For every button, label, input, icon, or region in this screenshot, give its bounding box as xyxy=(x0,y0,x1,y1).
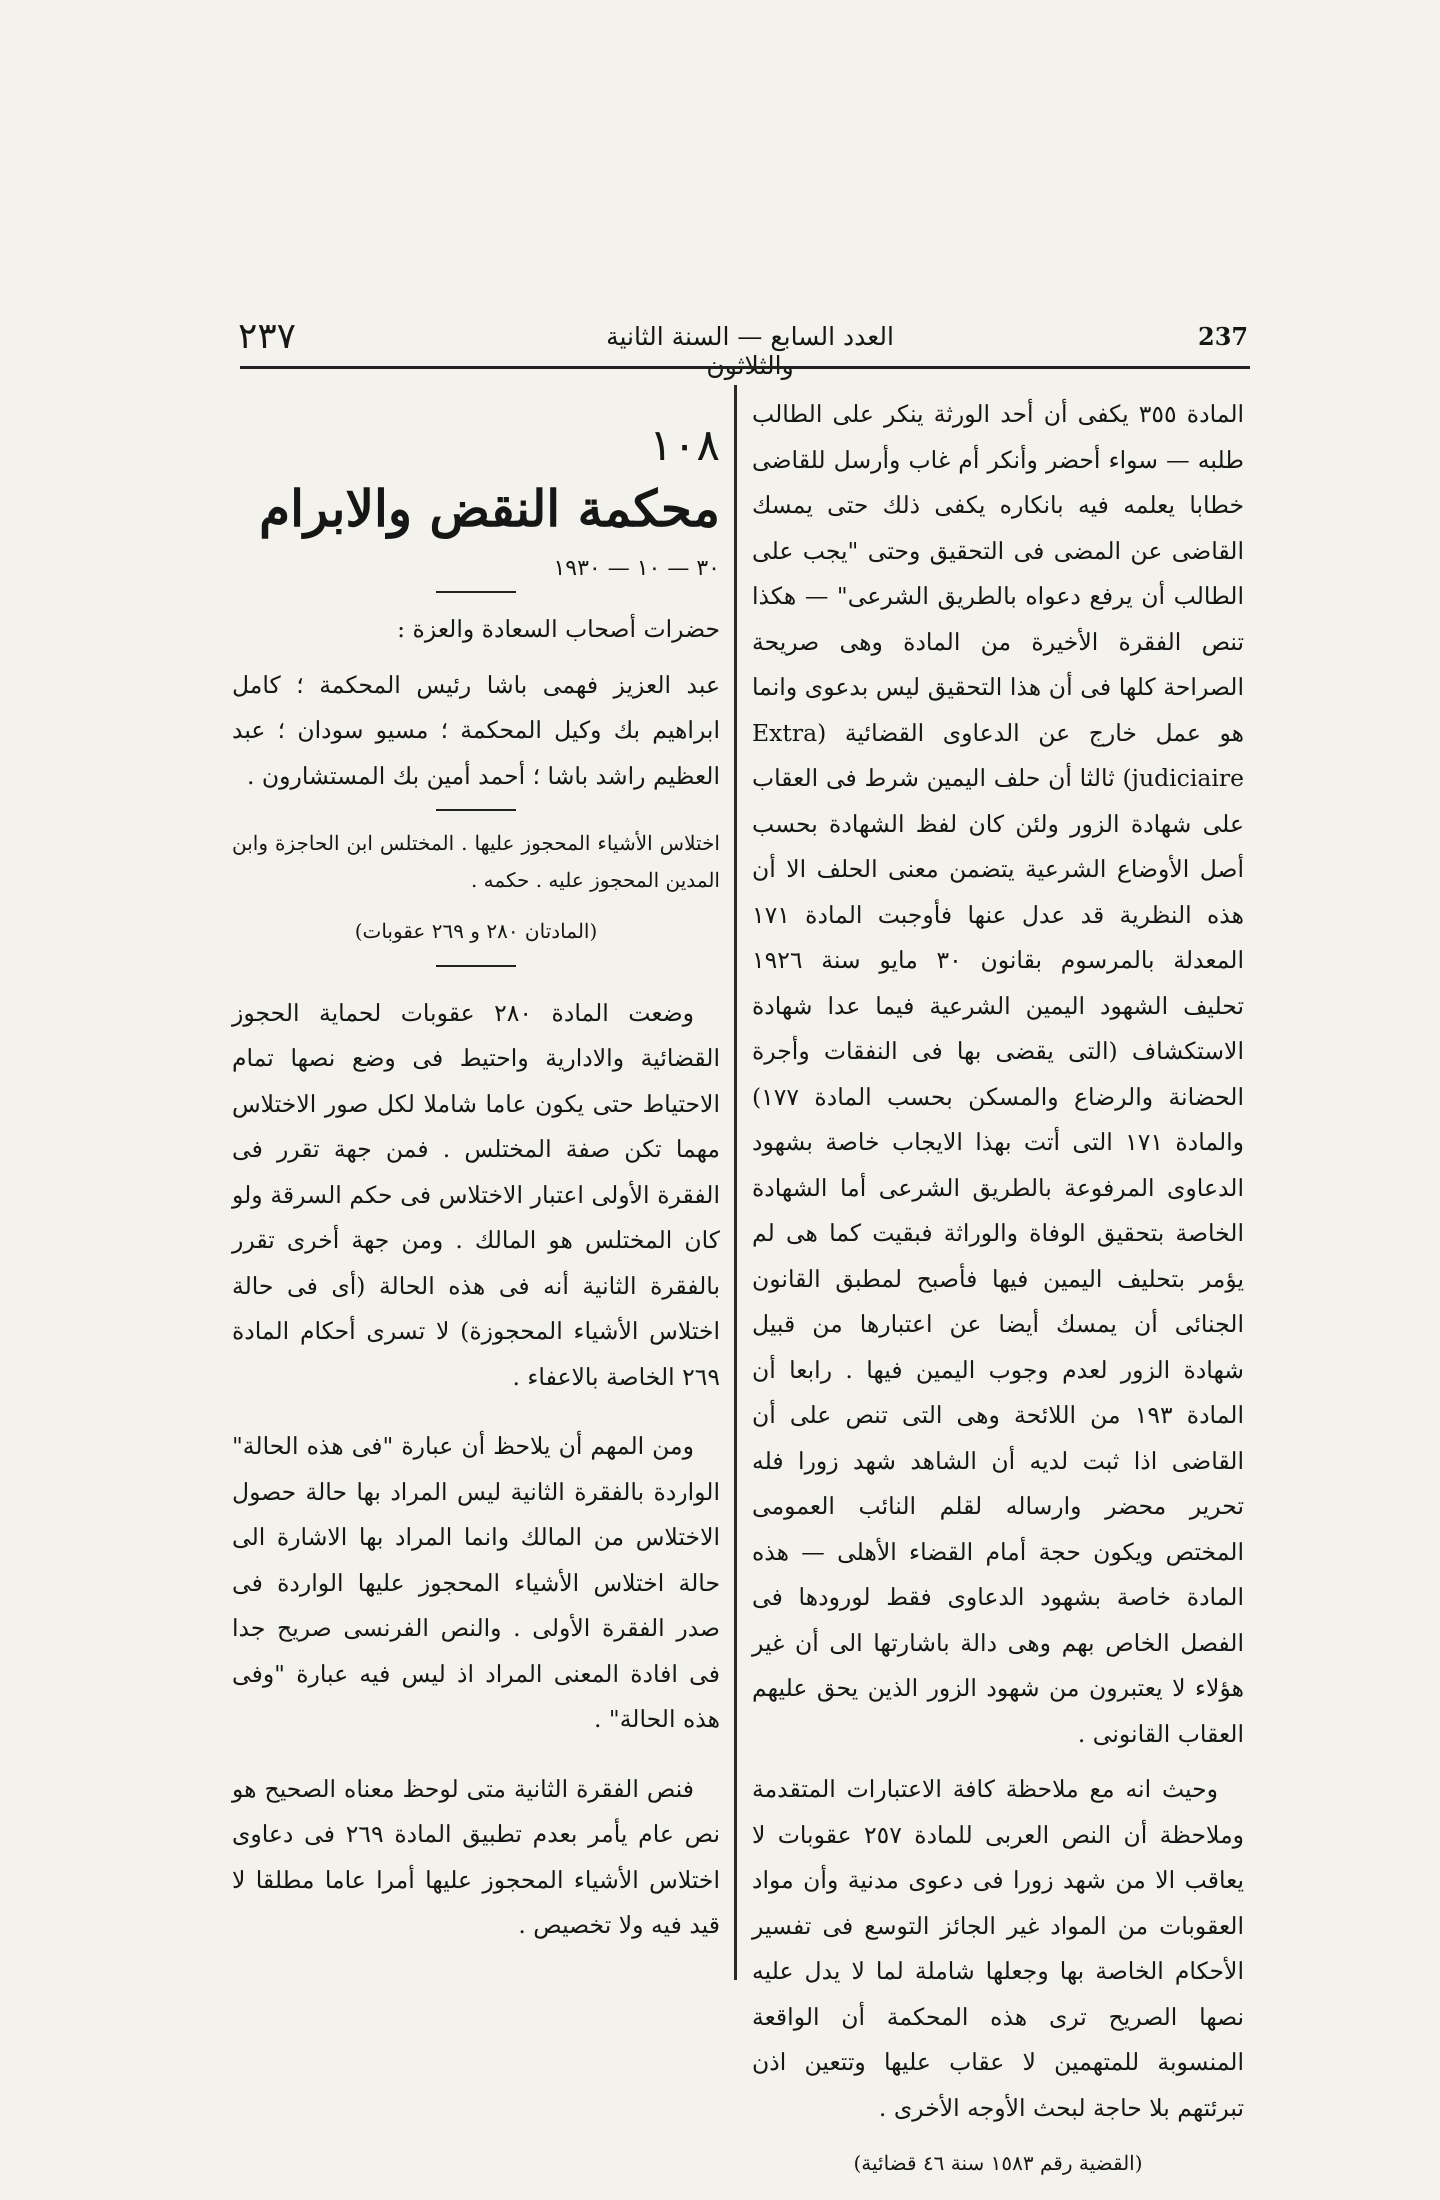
divider xyxy=(436,809,516,811)
case-number: ١٠٨ xyxy=(649,420,720,471)
page-number-latin: 237 xyxy=(1198,322,1249,351)
attendance-heading: حضرات أصحاب السعادة والعزة : xyxy=(397,615,720,643)
body-paragraph: وحيث انه مع ملاحظة كافة الاعتبارات المتقدمة وملاحظة أن النص العربى للمادة ٢٥٧ عقوبات لا يعاقب الا من شهد زورا فى دعوى مدنية وأن مواد العقوبات من المواد غير الجائز التوسع فى تفسير الأحكام الخاصة بها وجعلها شاملة لما لا يدل عليه نصها الصريح ترى هذه المحكمة أن الواقعة المنسوبة للمتهمين لا عقاب عليها وتتعين اذن تبرئتهم بلا حاجة لبحث الأوجه الأخرى . xyxy=(752,1775,1245,2122)
articles-reference: (المادتان ٢٨٠ و ٢٦٩ عقوبات) xyxy=(354,919,598,943)
right-column xyxy=(752,392,1244,2187)
body-paragraph: المادة ٣٥٥ يكفى أن أحد الورثة ينكر على الطالب طلبه — سواء أحضر وأنكر أم غاب وأرسل للقاضى خطابا يعلمه فيه بانكاره يكفى ذلك حتى يمسك القاضى عن المضى فى التحقيق وحتى "يجب على الطالب أن يرفع دعواه بالطريق الشرعى" — هكذا تنص الفقرة الأخيرة من المادة وهى صريحة الصراحة كلها فى أن هذا التحقيق ليس بدعوى وانما هو عمل خارج عن الدعاوى القضائية (Extra judiciaire) ثالثا أن حلف اليمين شرط فى العقاب على شهادة الزور ولئن كان لفظ الشهادة بحسب أصل الأوضاع الشرعية يتضمن معنى الحلف الا أن هذه النظرية قد عدل عنها فأوجبت المادة ١٧١ المعدلة بالمرسوم بقانون ٣٠ مايو سنة ١٩٢٦ تحليف الشهود اليمين الشرعية فيما عدا شهادة الاستكشاف (التى يقضى بها فى النفقات وأجرة الحضانة والرضاع والمسكن بحسب المادة ١٧٧) والمادة ١٧١ التى أتت بهذا الايجاب خاصة بشهود الدعاوى المرفوعة بالطريق الشرعى أما الشهادة الخاصة بتحقيق الوفاة والوراثة فبقيت كما هى لم يؤمر بتحليف اليمين فيها فأصبح لمطبق القانون الجنائى أن يمسك أيضا عن اعتبارها من قبيل شهادة الزور لعدم وجوب اليمين فيها . رابعا أن المادة ١٩٣ من اللائحة وهى التى تنص على أن القاضى اذا ثبت لديه أن الشاهد شهد زورا فله تحرير محضر وارساله لقلم النائب العمومى المختص ويكون حجة أمام القضاء الأهلى — هذه المادة خاصة بشهود الدعاوى فقط لورودها فى الفصل الخاص بهم وهى دالة باشارتها الى أن غير هؤلاء لا يعتبرون من شهود الزور الذين يحق عليهم العقاب القانونى . xyxy=(752,400,1245,1748)
column-divider xyxy=(734,385,737,1980)
case-reference: (القضية رقم ١٥٨٣ سنة ٤٦ قضائية) xyxy=(853,2151,1143,2175)
body-paragraph: ومن المهم أن يلاحظ أن عبارة "فى هذه الحالة" الواردة بالفقرة الثانية ليس المراد بها حالة حصول الاختلاس من المالك وانما المراد بها الاشارة الى حالة اختلاس الأشياء المحجوز عليها الواردة فى صدر الفقرة الأولى . والنص الفرنسى صريح جدا فى افادة المعنى المراد اذ ليس فيه عبارة "وفى هذه الحالة" . xyxy=(232,1432,720,1733)
case-summary: اختلاس الأشياء المحجوز عليها . المختلس ابن الحاجزة وابن المدين المحجوز عليه . حكمه . xyxy=(232,831,720,892)
court-name: محكمة النقض والابرام xyxy=(259,479,720,538)
left-column xyxy=(232,420,720,1949)
header-rule xyxy=(240,366,1250,369)
issue-title: العدد السابع — السنة الثانية والثلاثون xyxy=(606,322,894,380)
body-paragraph: فنص الفقرة الثانية متى لوحظ معناه الصحيح هو نص عام يأمر بعدم تطبيق المادة ٢٦٩ فى دعاوى اختلاس الأشياء المحجوز عليها أمرا عاما مطلقا لا قيد فيه ولا تخصيص . xyxy=(232,1774,720,1939)
body-paragraph: وضعت المادة ٢٨٠ عقوبات لحماية الحجوز القضائية والادارية واحتيط فى وضع نصها تمام الاحتياط حتى يكون عاما شاملا لكل صور الاختلاس مهما تكن صفة المختلس . فمن جهة تقرر فى الفقرة الأولى اعتبار الاختلاس فى حكم السرقة ولو كان المختلس هو المالك . ومن جهة أخرى تقرر بالفقرة الثانية أنه فى هذه الحالة (أى فى حالة اختلاس الأشياء المحجوزة) لا تسرى أحكام المادة ٢٦٩ الخاصة بالاعفاء . xyxy=(232,998,720,1391)
divider xyxy=(436,591,516,593)
judges-list: عبد العزيز فهمى باشا رئيس المحكمة ؛ كامل ابراهيم بك وكيل المحكمة ؛ مسيو سودان ؛ عبد العظيم راشد باشا ؛ أحمد أمين بك المستشارون . xyxy=(232,670,720,790)
judgment-date: ٣٠ — ١٠ — ١٩٣٠ xyxy=(553,556,720,581)
divider xyxy=(436,965,516,967)
page-number-arabic: ٢٣٧ xyxy=(238,316,297,357)
